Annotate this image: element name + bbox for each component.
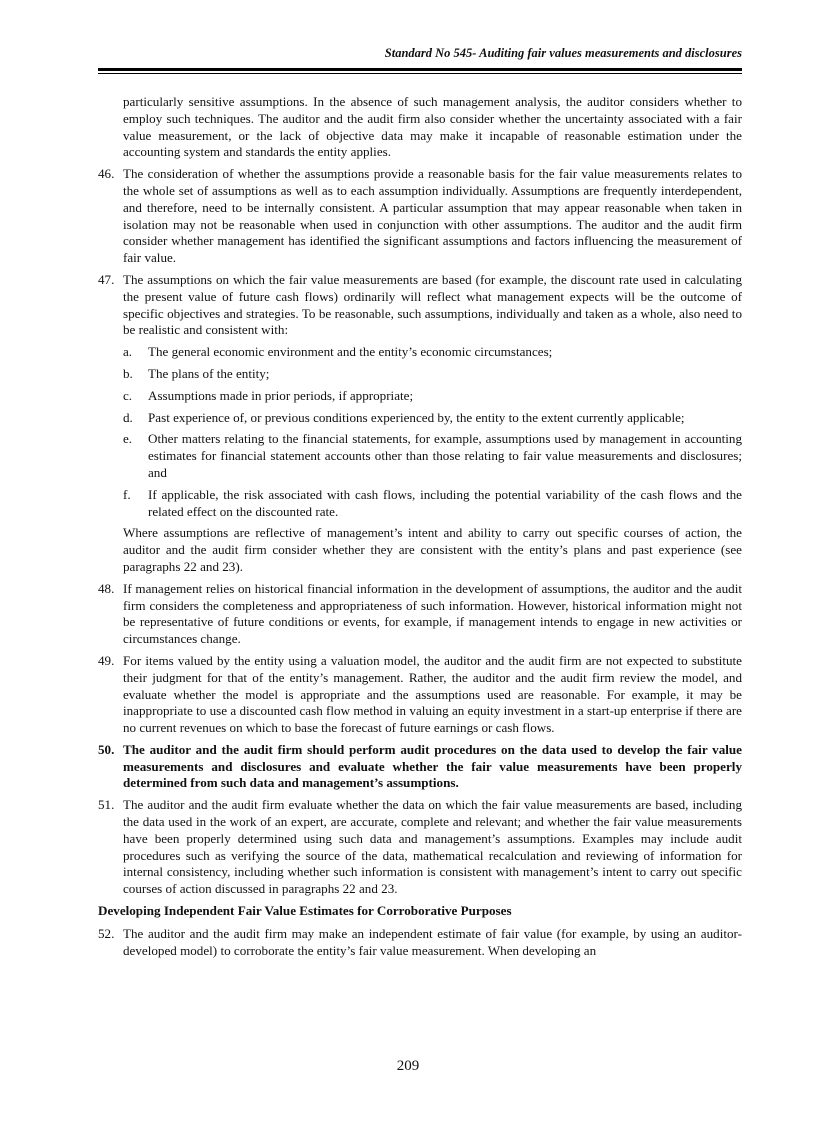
- list-label: b.: [123, 365, 133, 381]
- list-text: Other matters relating to the financial statements, for example, assumptions used by management in accounting estimates for financial statement accounts other than those relating to fair value measurements and disclosures; and: [148, 431, 742, 480]
- list-text: The plans of the entity;: [148, 365, 270, 381]
- paragraph-number: 50.: [98, 741, 115, 757]
- list-text: Past experience of, or previous conditions experienced by, the entity to the extent currently applicable;: [148, 409, 685, 425]
- list-text: Assumptions made in prior periods, if appropriate;: [148, 387, 414, 403]
- list-label: e.: [123, 431, 133, 447]
- header-rule-thin: [98, 73, 742, 74]
- paragraph-text: For items valued by the entity using a valuation model, the auditor and the audit firm are not expected to substitute their judgment for that of the entity’s management. Rather, the auditor and the audit firm review the model, and evaluate whether the model is appropriate and the assumptions used are reasonable. For example, it may be inappropriate to use a discounted cash flow method in valuing an equity investment in a start-up enterprise if there are no current revenues on which to base the forecast of future earnings or cash flows.: [123, 652, 742, 736]
- paragraph-text: The auditor and the audit firm evaluate whether the data on which the fair value measurements are based, including the data used in the work of an expert, are accurate, complete and relevant; and whether the fair value measurements have been properly determined using such data and management’s assumptions. Examples may include audit procedures such as verifying the source of the data, mathematical recalculation and reviewing of information for internal consistency, including whether such information is consistent with management’s intent to carry out specific courses of action discussed in paragraphs 22 and 23.: [123, 797, 742, 897]
- list-label: a.: [123, 344, 133, 360]
- list-label: d.: [123, 409, 133, 425]
- paragraph-49: [98, 653, 742, 737]
- paragraph-number: 51.: [98, 797, 115, 813]
- list-item-b: [98, 366, 742, 383]
- running-header-title: Standard No 545- Auditing fair values measurements and disclosures: [384, 46, 742, 60]
- paragraph-48: [98, 581, 742, 648]
- page-body: [98, 94, 742, 964]
- paragraph-47: [98, 272, 742, 339]
- paragraph-number: 48.: [98, 580, 115, 596]
- paragraph-50-requirement: [98, 742, 742, 792]
- header-rule-thick: [98, 68, 742, 71]
- list-item-a: [98, 344, 742, 361]
- paragraph-number: 46.: [98, 166, 115, 182]
- continued-paragraph: particularly sensitive assumptions. In the absence of such management analysis, the auditor considers whether to employ such techniques. The auditor and the audit firm also consider whether the uncertainty associated with a fair value measurement, or the lack of objective data may make it incapable of reasonable estimation under the accounting system and standards the entity applies.: [123, 94, 742, 160]
- list-label: f.: [123, 486, 131, 502]
- paragraph-52: [98, 926, 742, 960]
- paragraph-number: 47.: [98, 271, 115, 287]
- list-item-e: [98, 431, 742, 481]
- list-item-d: [98, 410, 742, 427]
- paragraph-51: [98, 797, 742, 898]
- list-text: If applicable, the risk associated with cash flows, including the potential variability of the cash flows and the related effect on the discounted rate.: [148, 486, 742, 519]
- paragraph-text: If management relies on historical financial information in the development of assumptions, the auditor and the audit firm considers the completeness and appropriateness of such information. However, historical information might not be representative of future conditions or events, for example, if management intends to engage in new activities or circumstances change.: [123, 580, 742, 647]
- paragraph-text: The assumptions on which the fair value measurements are based (for example, the discount rate used in calculating the present value of future cash flows) ordinarily will reflect what management expects will be the outcome of specific objectives and strategies. To be reasonable, such assumptions, individually and taken as a whole, also need to be realistic and consistent with:: [123, 271, 742, 338]
- page-number: 209: [396, 1058, 420, 1074]
- section-heading: Developing Independent Fair Value Estimates for Corroborative Purposes: [98, 903, 512, 919]
- list-item-c: [98, 388, 742, 405]
- paragraph-47-closing: Where assumptions are reflective of management’s intent and ability to carry out specific courses of action, the auditor and the audit firm consider whether they are consistent with the entity’s plans and past experience (see paragraphs 22 and 23).: [123, 525, 742, 574]
- paragraph-text: The auditor and the audit firm should perform audit procedures on the data used to develop the fair value measurements and disclosures and evaluate whether the fair value measurements have been properly determined from such data and management’s assumptions.: [123, 741, 742, 791]
- list-item-f: [98, 487, 742, 521]
- paragraph-number: 49.: [98, 652, 115, 668]
- list-label: c.: [123, 387, 133, 403]
- paragraph-number: 52.: [98, 925, 115, 941]
- paragraph-46: [98, 166, 742, 267]
- list-text: The general economic environment and the entity’s economic circumstances;: [148, 344, 553, 360]
- paragraph-text: The auditor and the audit firm may make an independent estimate of fair value (for example, by using an auditor-developed model) to corroborate the entity’s fair value measurement. When developing an: [123, 925, 742, 958]
- paragraph-text: The consideration of whether the assumptions provide a reasonable basis for the fair value measurements relates to the whole set of assumptions as well as to each assumption individually. Assumptions are frequently interdependent, and therefore, need to be internally consistent. A particular assumption that may appear reasonable when taken in isolation may not be reasonable when used in conjunction with other assumptions. The auditor and the audit firm consider whether management has identified the significant assumptions and factors influencing the measurement of fair value.: [123, 166, 742, 266]
